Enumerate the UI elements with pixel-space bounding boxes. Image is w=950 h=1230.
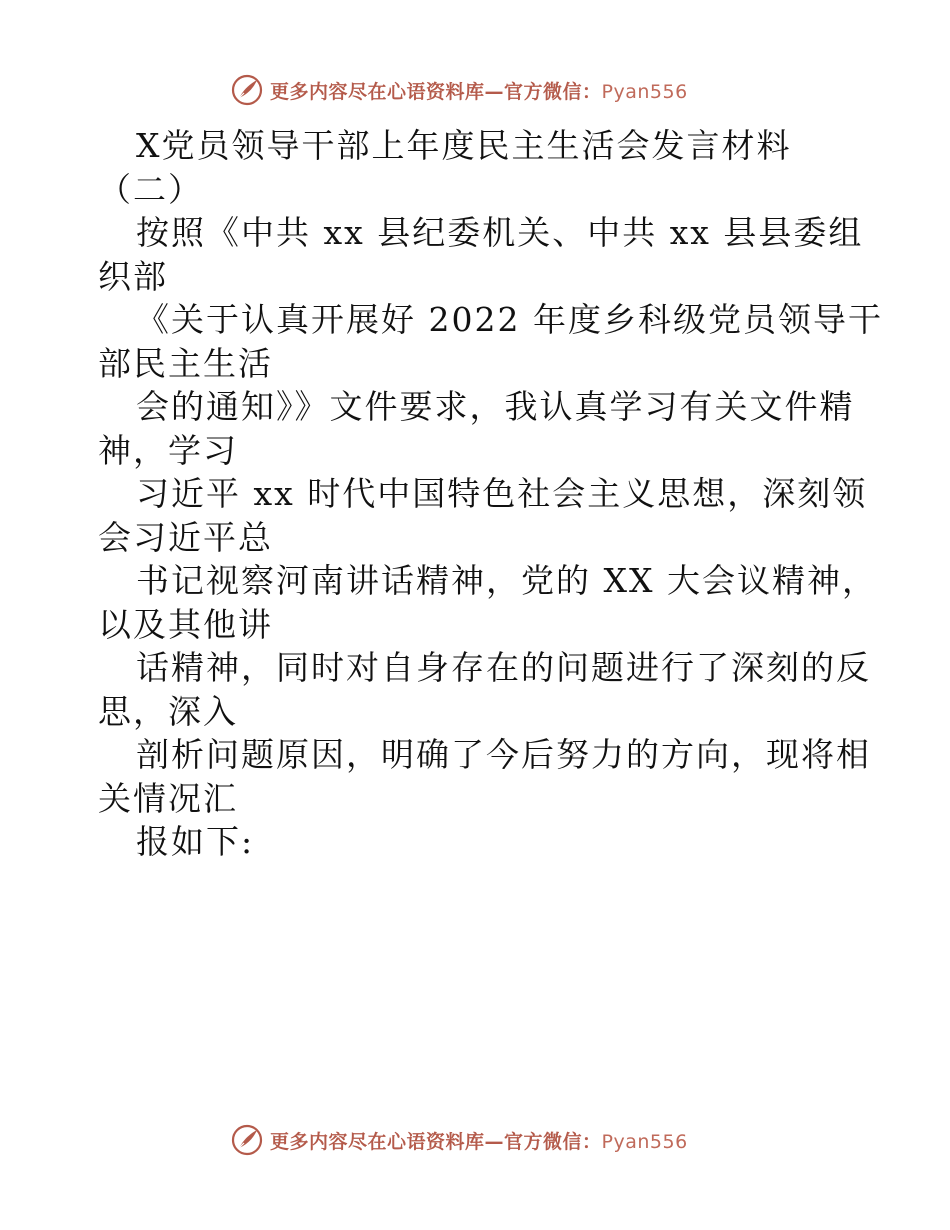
text-line: 织部 [98, 256, 168, 296]
text-line: 思，深入 [98, 691, 238, 731]
text-line: 剖析问题原因，明确了今后努力的方向，现将相 [136, 735, 871, 774]
text-line: 部民主生活 [98, 343, 273, 383]
document-body [98, 124, 883, 864]
text-line: （二） [98, 169, 203, 209]
text-line: 关情况汇 [98, 778, 238, 818]
text-line: 以及其他讲 [98, 604, 273, 644]
text-line: 会的通知》》文件要求，我认真学习有关文件精 [136, 387, 855, 426]
footer-watermark [230, 1122, 688, 1158]
text-line: 会习近平总 [98, 517, 273, 557]
text-line: 书记视察河南讲话精神，党的 XX 大会议精神， [136, 561, 877, 600]
watermark-handle: Pyan556 [601, 1130, 688, 1153]
text-line: 按照《中共 xx 县纪委机关、中共 xx 县县委组 [136, 213, 864, 252]
watermark-handle: Pyan556 [601, 80, 688, 103]
text-line: 话精神，同时对自身存在的问题进行了深刻的反 [136, 648, 871, 687]
watermark-text: 更多内容尽在心语资料库—官方微信：Pyan556 [270, 80, 688, 103]
text-line: X党员领导干部上年度民主生活会发言材料 [136, 126, 792, 165]
feather-circle-logo-icon [230, 73, 264, 107]
text-line: 《关于认真开展好 2022 年度乡科级党员领导干 [136, 300, 883, 339]
watermark-text: 更多内容尽在心语资料库—官方微信：Pyan556 [270, 1130, 688, 1153]
feather-circle-logo-icon [230, 1123, 264, 1157]
text-line: 报如下: [136, 822, 255, 861]
header-watermark [230, 72, 688, 108]
text-line: 神，学习 [98, 430, 238, 470]
text-line: 习近平 xx 时代中国特色社会主义思想，深刻领 [136, 474, 868, 513]
